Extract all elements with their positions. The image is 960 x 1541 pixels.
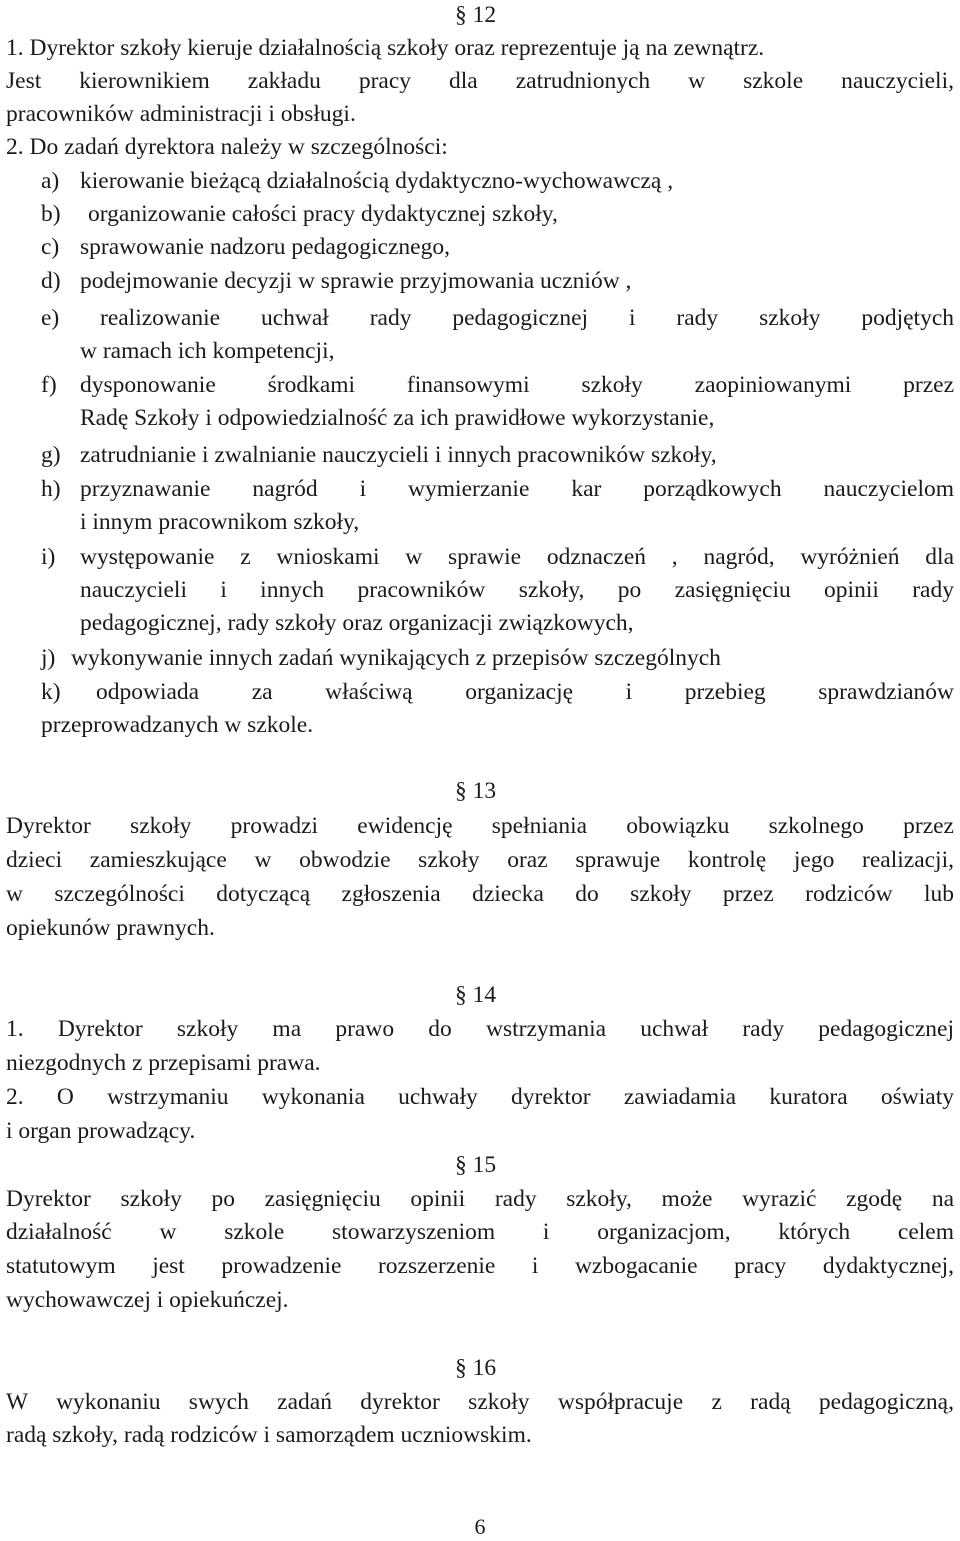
paragraph-line: niezgodnych z przepisami prawa. bbox=[6, 1050, 321, 1076]
paragraph-line: w szczególności dotyczącą zgłoszenia dziecka do szkoły przez rodziców lub bbox=[6, 881, 954, 907]
list-item-text: kierowanie bieżącą działalnością dydaktyczno-wychowawczą , bbox=[80, 168, 674, 194]
list-item-text: organizowanie całości pracy dydaktycznej szkoły, bbox=[88, 201, 558, 227]
paragraph-line: Jest kierownikiem zakładu pracy dla zatrudnionych w szkole nauczycieli, bbox=[6, 68, 954, 94]
paragraph-line: 1. Dyrektor szkoły kieruje działalnością szkoły oraz reprezentuje ją na zewnątrz. bbox=[6, 35, 765, 61]
list-item-text: występowanie z wnioskami w sprawie odznaczeń , nagród, wyróżnień dla bbox=[80, 544, 954, 570]
paragraph-line: radą szkoły, radą rodziców i samorządem uczniowskim. bbox=[6, 1422, 532, 1448]
paragraph-line: 2. O wstrzymaniu wykonania uchwały dyrektor zawiadamia kuratora oświaty bbox=[6, 1084, 954, 1110]
list-item-text: sprawowanie nadzoru pedagogicznego, bbox=[80, 234, 450, 260]
paragraph-line: 1. Dyrektor szkoły ma prawo do wstrzymania uchwał rady pedagogicznej bbox=[6, 1016, 954, 1042]
list-item-text: w ramach ich kompetencji, bbox=[80, 338, 335, 364]
paragraph-line: wychowawczej i opiekuńczej. bbox=[6, 1287, 289, 1313]
list-item-text: przyznawanie nagród i wymierzanie kar porządkowych nauczycielom bbox=[80, 476, 954, 502]
list-item-label: h) bbox=[41, 476, 61, 502]
section-heading-13: § 13 bbox=[455, 778, 497, 804]
list-item-label: f) bbox=[41, 372, 57, 398]
list-item-text: Radę Szkoły i odpowiedzialność za ich prawidłowe wykorzystanie, bbox=[80, 405, 715, 431]
list-item-text: pedagogicznej, rady szkoły oraz organizacji związkowych, bbox=[80, 610, 634, 636]
list-item-text: realizowanie uchwał rady pedagogicznej i rady szkoły podjętych bbox=[100, 305, 954, 331]
paragraph-line: 2. Do zadań dyrektora należy w szczególności: bbox=[6, 134, 448, 160]
list-item-label: k) bbox=[41, 679, 61, 705]
paragraph-line: Dyrektor szkoły prowadzi ewidencję spełniania obowiązku szkolnego przez bbox=[6, 813, 954, 839]
list-item-label: b) bbox=[41, 201, 61, 227]
paragraph-line: Dyrektor szkoły po zasięgnięciu opinii rady szkoły, może wyrazić zgodę na bbox=[6, 1186, 954, 1212]
paragraph-line: W wykonaniu swych zadań dyrektor szkoły współpracuje z radą pedagogiczną, bbox=[6, 1389, 954, 1415]
list-item-label: j) bbox=[41, 645, 56, 671]
list-item-text: odpowiada za właściwą organizację i przebieg sprawdzianów bbox=[96, 679, 954, 705]
list-item-label: g) bbox=[41, 442, 61, 468]
list-item-text: wykonywanie innych zadań wynikających z przepisów szczególnych bbox=[71, 645, 721, 671]
list-item-text: dysponowanie środkami finansowymi szkoły zaopiniowanymi przez bbox=[80, 372, 954, 398]
section-heading-16: § 16 bbox=[455, 1355, 497, 1381]
paragraph-line: dzieci zamieszkujące w obwodzie szkoły oraz sprawuje kontrolę jego realizacji, bbox=[6, 847, 954, 873]
list-item-label: i) bbox=[41, 544, 56, 570]
paragraph-line: działalność w szkole stowarzyszeniom i organizacjom, których celem bbox=[6, 1219, 954, 1245]
list-item-text: zatrudnianie i zwalnianie nauczycieli i innych pracowników szkoły, bbox=[80, 442, 717, 468]
list-item-text: przeprowadzanych w szkole. bbox=[41, 712, 314, 738]
list-item-label: a) bbox=[41, 168, 60, 194]
section-heading-12: § 12 bbox=[455, 2, 497, 28]
list-item-text: podejmowanie decyzji w sprawie przyjmowania uczniów , bbox=[80, 268, 632, 294]
paragraph-line: pracowników administracji i obsługi. bbox=[6, 101, 356, 127]
list-item-label: c) bbox=[41, 234, 60, 260]
page-number: 6 bbox=[474, 1514, 486, 1539]
paragraph-line: statutowym jest prowadzenie rozszerzenie i wzbogacanie pracy dydaktycznej, bbox=[6, 1253, 954, 1279]
paragraph-line: opiekunów prawnych. bbox=[6, 915, 215, 941]
list-item-text: nauczycieli i innych pracowników szkoły, po zasięgnięciu opinii rady bbox=[80, 577, 954, 603]
section-heading-15: § 15 bbox=[455, 1152, 497, 1178]
list-item-label: e) bbox=[41, 305, 60, 331]
list-item-label: d) bbox=[41, 268, 61, 294]
section-heading-14: § 14 bbox=[455, 982, 497, 1008]
list-item-text: i innym pracownikom szkoły, bbox=[80, 509, 360, 535]
paragraph-line: i organ prowadzący. bbox=[6, 1118, 196, 1144]
